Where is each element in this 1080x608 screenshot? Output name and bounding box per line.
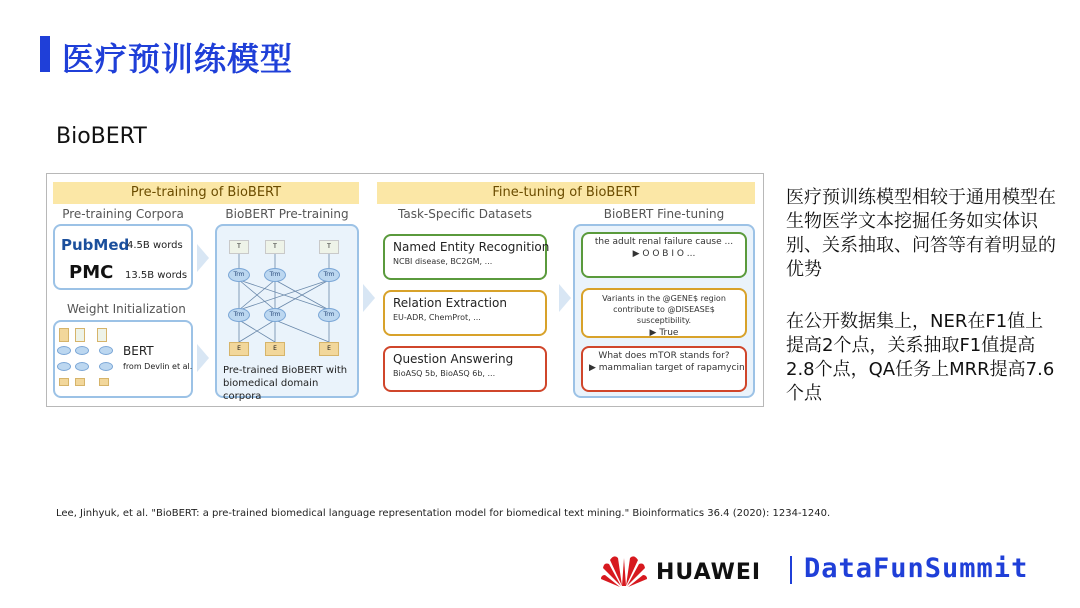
- bert-box: [53, 320, 193, 398]
- finetune-qa-output: ▶ mammalian target of rapamycin: [589, 363, 745, 373]
- pubmed-logo: PubMed: [61, 236, 130, 254]
- bert-label: BERT: [123, 344, 154, 358]
- finetuning-band: Fine-tuning of BioBERT: [377, 182, 755, 204]
- pretraining-band: Pre-training of BioBERT: [53, 182, 359, 204]
- task-qa-name: Question Answering: [393, 352, 514, 366]
- finetune-qa-input: What does mTOR stands for?: [598, 351, 730, 361]
- footer-divider: [790, 556, 792, 584]
- col-biobert-pretraining: BioBERT Pre-training: [225, 207, 349, 221]
- task-re: [383, 290, 547, 336]
- bert-from: from Devlin et al.: [123, 362, 193, 371]
- task-ner-datasets: NCBI disease, BC2GM, ...: [393, 257, 493, 266]
- arrow-pretrain: [363, 284, 375, 312]
- huawei-logo-icon: [600, 552, 648, 588]
- datafun-summit-logo: DataFunSummit: [804, 553, 1029, 584]
- finetune-re-input: Variants in the @GENE$ region contribute to @DISEASE$ susceptibility.: [602, 294, 726, 325]
- task-re-name: Relation Extraction: [393, 296, 507, 310]
- pretrained-caption: Pre-trained BioBERT with biomedical domain corpora: [223, 365, 348, 402]
- finetune-ner: [581, 232, 747, 278]
- title-accent-bar: [40, 36, 50, 72]
- pretraining-box: T T T Trm Trm Trm Trm Trm Trm E E E: [215, 224, 359, 398]
- finetune-re: [581, 288, 747, 338]
- arrow-bert: [197, 344, 209, 372]
- side-paragraph-2: 在公开数据集上，NER在F1值上提高2个点，关系抽取F1值提高2.8个点，QA任务上MRR提高7.6个点: [786, 311, 1055, 404]
- task-ner: [383, 234, 550, 280]
- pmc-logo: PMC: [69, 262, 114, 283]
- pubmed-words: 4.5B words: [127, 240, 183, 251]
- finetune-ner-input: the adult renal failure cause ...: [594, 237, 734, 247]
- col-biobert-finetuning: BioBERT Fine-tuning: [603, 207, 725, 221]
- col-task-datasets: Task-Specific Datasets: [398, 207, 532, 221]
- col-pretraining-corpora: Pre-training Corpora: [62, 207, 184, 221]
- page-title: 医疗预训练模型: [62, 40, 294, 78]
- finetune-qa: [581, 346, 747, 392]
- arrow-corpora: [197, 244, 209, 272]
- task-qa-datasets: BioASQ 5b, BioASQ 6b, ...: [393, 369, 496, 378]
- arrow-finetune: [559, 284, 571, 312]
- biobert-figure: [46, 173, 764, 407]
- finetune-re-output: ▶ True: [649, 328, 679, 338]
- side-paragraph-1: 医疗预训练模型相较于通用模型在生物医学文本挖掘任务如实体识别、关系抽取、问答等有着明显的优势: [786, 187, 1056, 280]
- task-qa: [383, 346, 547, 392]
- finetune-ner-output: ▶ O O B I O ...: [632, 249, 696, 259]
- task-re-datasets: EU-ADR, ChemProt, ...: [393, 313, 481, 322]
- pmc-words: 13.5B words: [125, 270, 188, 281]
- task-ner-name: Named Entity Recognition: [393, 240, 550, 254]
- citation: Lee, Jinhyuk, et al. "BioBERT: a pre-trained biomedical language representation model for biomedical text mining." Bioinformatics 36.4 (2020): 1234-1240.: [56, 508, 831, 519]
- subtitle: BioBERT: [56, 124, 147, 149]
- weight-init-label: Weight Initialization: [67, 302, 186, 316]
- huawei-brand: HUAWEI: [656, 560, 762, 585]
